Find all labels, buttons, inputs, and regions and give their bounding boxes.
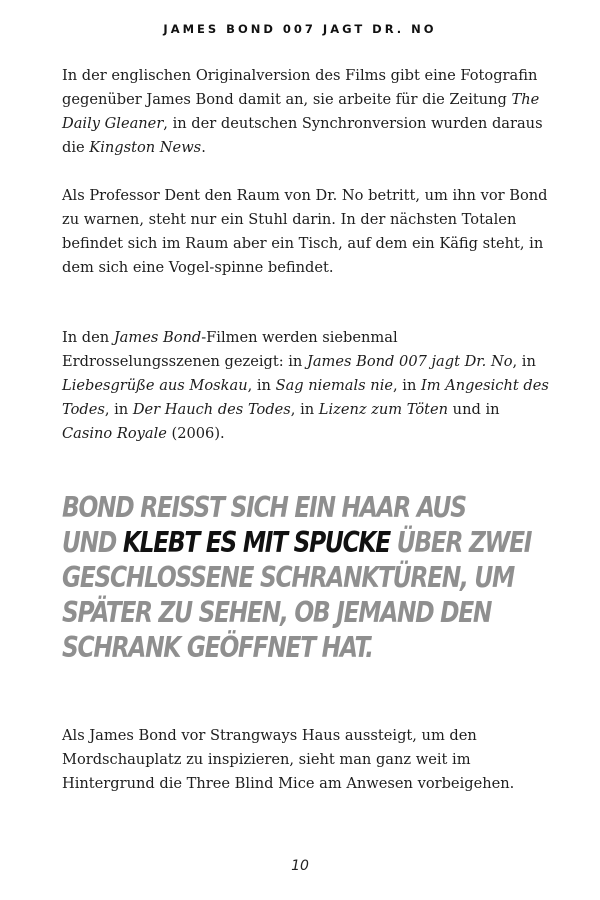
- p4-text: Als James Bond vor Strangways Haus aussteigt, um den Mordschauplatz zu inspizieren, sieht man ganz weit im Hintergrund die Three Blind Mice am Anwesen vorbeigehen.: [62, 727, 515, 792]
- p3-text-c: -Filmen werden siebenmal Erdrosselungsszenen gezeigt: in: [62, 329, 398, 370]
- running-header: JAMES BOND 007 JAGT DR. NO: [163, 22, 437, 36]
- quote-line-2c: ÜBER ZWEI: [389, 526, 532, 559]
- p3-film-moskau: Liebesgrüße aus Moskau: [62, 377, 248, 394]
- paragraph-professor-dent: [62, 184, 552, 280]
- quote-highlight: KLEBT ES MIT SPUCKE: [122, 526, 390, 559]
- p3-text-i: , in: [393, 377, 421, 394]
- p3-title-james-bond: James Bond: [113, 329, 202, 346]
- p1-text-c: , in der deutschen Synchronversion wurden daraus die: [62, 115, 543, 156]
- quote-line-2: [62, 525, 532, 560]
- quote-line-5: SCHRANK GEÖFFNET HAT.: [62, 631, 373, 664]
- p3-text-m: , in: [290, 401, 319, 418]
- p3-film-dr-no: James Bond 007 jagt Dr. No: [306, 353, 513, 370]
- quote-line-3: GESCHLOSSENE SCHRANKTÜREN, UM: [62, 561, 514, 594]
- p2-text: Als Professor Dent den Raum von Dr. No betritt, um ihn vor Bond zu warnen, steht nur ein Stuhl darin. In der nächsten Totalen befindet sich im Raum aber ein Tisch, auf dem ein Käfig steht, in dem sich eine Vogel-spinne befindet.: [62, 187, 548, 276]
- p1-newspaper-original: The Daily Gleaner: [62, 91, 540, 132]
- quote-line-4: SPÄTER ZU SEHEN, OB JEMAND DEN: [62, 596, 492, 629]
- page-number: 10: [291, 858, 309, 874]
- p3-film-hauch: Der Hauch des Todes: [132, 401, 291, 418]
- p3-text-k: , in: [104, 401, 133, 418]
- paragraph-daily-gleaner: [62, 64, 552, 160]
- p1-newspaper-german: Kingston News: [89, 139, 202, 156]
- p3-text-o: und in: [448, 401, 500, 418]
- p3-text-g: , in: [247, 377, 276, 394]
- p3-film-lizenz: Lizenz zum Töten: [318, 401, 449, 418]
- p1-text-a: In der englischen Originalversion des Films gibt eine Fotografin gegenüber James Bond damit an, sie arbeite für die Zeitung: [62, 67, 538, 108]
- quote-line-1: BOND REISST SICH EIN HAAR AUS: [62, 491, 466, 524]
- paragraph-three-blind-mice: [62, 724, 552, 796]
- p3-film-sag-niemals-nie: Sag niemals nie: [275, 377, 393, 394]
- p3-film-angesicht: Im Angesicht des Todes: [62, 377, 549, 418]
- p3-text-q: (2006).: [166, 425, 225, 442]
- paragraph-strangulation-scenes: [62, 326, 552, 446]
- pull-quote: [62, 490, 532, 665]
- p3-text-e: , in: [512, 353, 536, 370]
- p1-text-e: .: [201, 139, 206, 156]
- quote-line-2a: UND: [62, 526, 123, 559]
- p3-film-casino-royale: Casino Royale: [62, 425, 167, 442]
- p3-text-a: In den: [62, 329, 114, 346]
